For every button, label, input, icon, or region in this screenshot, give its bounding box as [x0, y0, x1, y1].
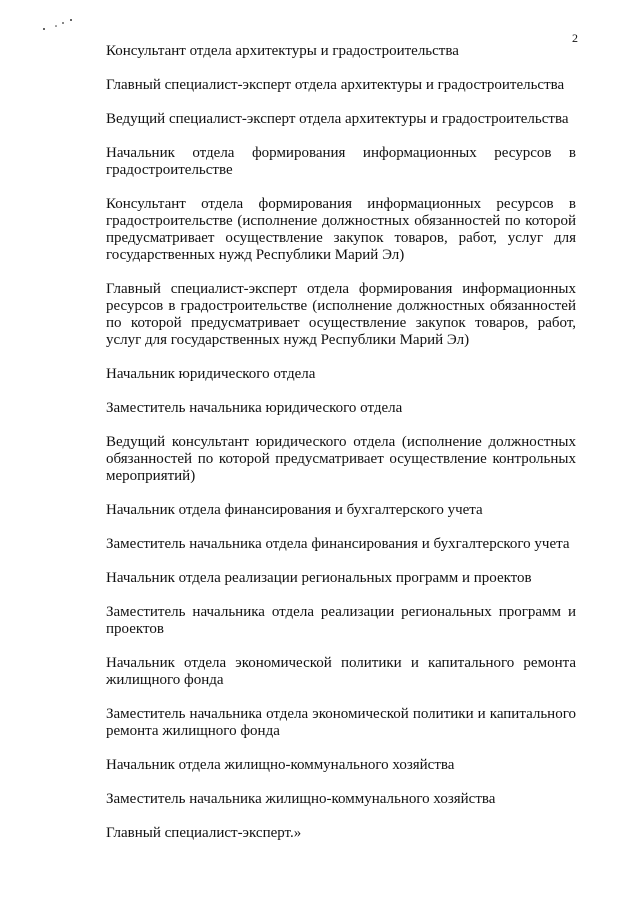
position-entry: Заместитель начальника жилищно-коммунального хозяйства	[106, 791, 496, 807]
position-entry: Начальник юридического отдела	[106, 366, 316, 382]
position-list	[106, 43, 576, 842]
position-entry: Начальник отдела экономической политики и капитального ремонта жилищного фонда	[106, 655, 576, 688]
position-entry: Заместитель начальника юридического отдела	[106, 400, 403, 416]
page-number: 2	[572, 31, 578, 45]
position-entry: Консультант отдела формирования информационных ресурсов в градостроительстве (исполнение должностных обязанностей по которой предусматривает осуществление закупок товаров, работ, услуг для государственных нужд Республики Марий Эл)	[106, 196, 576, 263]
position-entry: Консультант отдела архитектуры и градостроительства	[106, 43, 459, 59]
position-entry: Начальник отдела жилищно-коммунального хозяйства	[106, 757, 455, 773]
position-entry: Заместитель начальника отдела реализации региональных программ и проектов	[106, 604, 576, 637]
position-entry: Ведущий специалист-эксперт отдела архитектуры и градостроительства	[106, 111, 569, 127]
position-entry: Начальник отдела реализации региональных программ и проектов	[106, 570, 532, 586]
position-entry: Главный специалист-эксперт отдела архитектуры и градостроительства	[106, 77, 565, 93]
position-entry: Заместитель начальника отдела экономической политики и капитального ремонта жилищного фонда	[106, 706, 576, 739]
scan-specks	[40, 17, 80, 31]
position-entry: Начальник отдела финансирования и бухгалтерского учета	[106, 502, 483, 518]
position-entry: Главный специалист-эксперт отдела формирования информационных ресурсов в градостроительстве (исполнение должностных обязанностей по которой предусматривает осуществление закупок товаров, работ, услуг для государственных нужд Республики Марий Эл)	[106, 281, 576, 348]
position-entry: Главный специалист-эксперт.»	[106, 825, 302, 841]
position-entry: Ведущий консультант юридического отдела (исполнение должностных обязанностей по которой предусматривает осуществление контрольных мероприятий)	[106, 434, 576, 484]
position-entry: Начальник отдела формирования информационных ресурсов в градостроительстве	[106, 145, 576, 178]
position-entry: Заместитель начальника отдела финансирования и бухгалтерского учета	[106, 536, 570, 552]
